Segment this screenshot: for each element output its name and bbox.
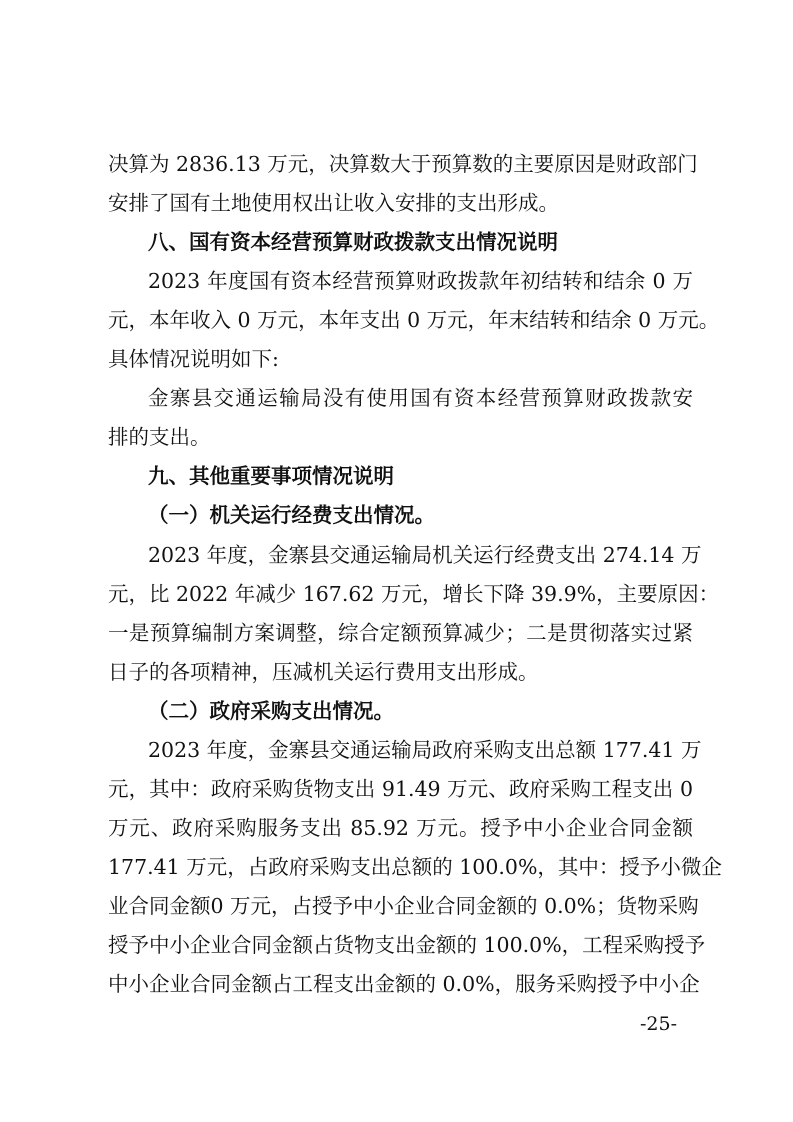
body-text-line: 安排了国有土地使用权出让收入安排的支出形成。 [108, 191, 559, 215]
subsection-heading-2: （二）政府采购支出情况。 [148, 699, 394, 723]
body-text-line: 中小企业合同金额占工程支出金额的 0.0%，服务采购授予中小企 [108, 972, 700, 996]
body-text-line: 元，本年收入 0 万元，本年支出 0 万元，年末结转和结余 0 万元。 [108, 308, 720, 332]
body-text-line: 业合同金额0 万元，占授予中小企业合同金额的 0.0%；货物采购 [108, 894, 699, 918]
body-text-line: 元，其中：政府采购货物支出 91.49 万元、政府采购工程支出 0 [108, 777, 693, 801]
page-number: -25- [640, 1013, 678, 1035]
body-text-line: 2023 年度国有资本经营预算财政拨款年初结转和结余 0 万 [148, 269, 693, 293]
body-text-line: 2023 年度，金寨县交通运输局政府采购支出总额 177.41 万 [148, 738, 702, 762]
section-heading-8: 八、国有资本经营预算财政拨款支出情况说明 [148, 230, 558, 254]
body-text-line: 授予中小企业合同金额占货物支出金额的 100.0%，工程采购授予 [108, 933, 706, 957]
body-text-line: 2023 年度，金寨县交通运输局机关运行经费支出 274.14 万 [148, 543, 702, 567]
body-text-line: 金寨县交通运输局没有使用国有资本经营预算财政拨款安 [148, 386, 693, 410]
body-text-line: 一是预算编制方案调整，综合定额预算减少；二是贯彻落实过紧 [108, 621, 693, 645]
body-text-line: 元，比 2022 年减少 167.62 万元，增长下降 39.9%，主要原因： [108, 582, 720, 606]
body-text-line: 决算为 2836.13 万元，决算数大于预算数的主要原因是财政部门 [108, 152, 698, 176]
body-text-line: 排的支出。 [108, 425, 211, 449]
subsection-heading-1: （一）机关运行经费支出情况。 [148, 503, 435, 527]
body-text-line: 日子的各项精神，压减机关运行费用支出形成。 [108, 660, 539, 684]
body-text-line: 万元、政府采购服务支出 85.92 万元。授予中小企业合同金额 [108, 816, 693, 840]
body-text-line: 具体情况说明如下: [108, 347, 279, 371]
body-text-line: 177.41 万元，占政府采购支出总额的 100.0%，其中：授予小微企 [108, 855, 722, 879]
section-heading-9: 九、其他重要事项情况说明 [148, 464, 394, 488]
